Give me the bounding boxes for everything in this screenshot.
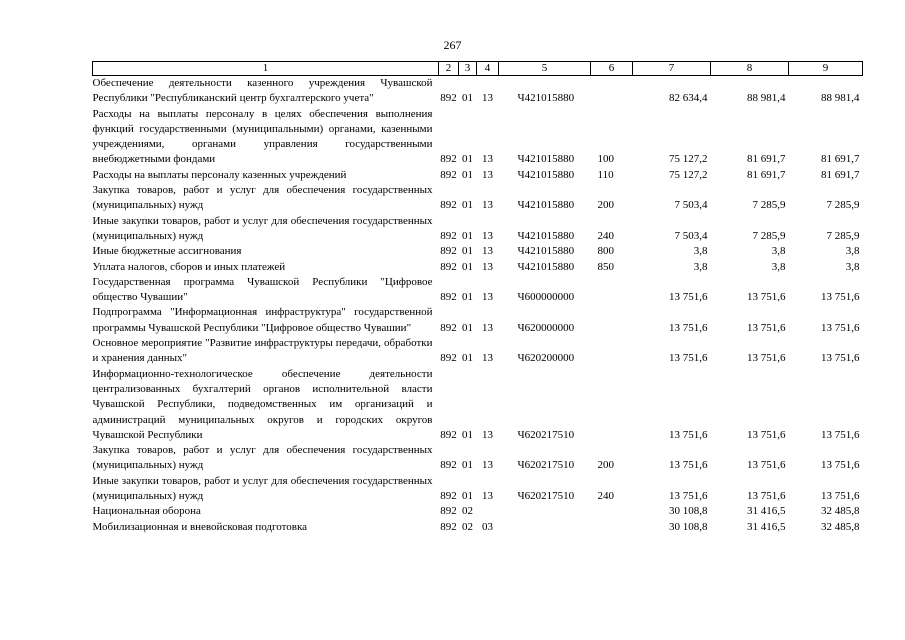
row-section: 01 xyxy=(462,352,473,365)
header-col-7: 7 xyxy=(633,62,711,76)
row-subsection: 03 xyxy=(482,520,493,533)
row-amount-year-1: 82 634,4 xyxy=(669,92,708,105)
row-admin-code: 892 xyxy=(440,321,457,334)
row-amount-year-1: 13 751,6 xyxy=(669,428,708,441)
page-number: 267 xyxy=(443,38,462,52)
row-amount-year-3: 32 485,8 xyxy=(821,520,860,533)
row-target-article: Ч421015880 xyxy=(517,199,575,212)
row-amount-year-3: 7 285,9 xyxy=(826,229,860,242)
row-amount-year-3: 32 485,8 xyxy=(821,505,860,518)
row-expense-type xyxy=(591,520,633,535)
row-expense-type xyxy=(591,275,633,306)
row-admin-code: 892 xyxy=(440,92,457,105)
row-expense-type: 240 xyxy=(597,229,614,242)
header-col-5: 5 xyxy=(499,62,591,76)
row-expense-type: 200 xyxy=(597,199,614,212)
row-description: Информационно-технологическое обеспечение деятельности централизованных бухгалтерий органов исполнительной власти Чувашской Республики, подведомственных им организаций и администраций муниципальных округов и городских округов Чувашской Республики xyxy=(92,367,433,441)
row-amount-year-3: 81 691,7 xyxy=(821,168,860,181)
row-description: Государственная программа Чувашской Республики "Цифровое общество Чувашии" xyxy=(92,275,433,304)
row-section: 01 xyxy=(462,321,473,334)
row-amount-year-1: 7 503,4 xyxy=(674,229,708,242)
row-amount-year-2: 13 751,6 xyxy=(747,459,786,472)
row-section: 01 xyxy=(462,459,473,472)
row-amount-year-2: 31 416,5 xyxy=(747,505,786,518)
row-amount-year-1: 7 503,4 xyxy=(674,199,708,212)
row-target-article: Ч421015880 xyxy=(517,168,575,181)
row-admin-code: 892 xyxy=(440,520,457,533)
table-row xyxy=(93,244,863,259)
row-admin-code: 892 xyxy=(440,199,457,212)
header-col-1: 1 xyxy=(93,62,439,76)
row-subsection: 13 xyxy=(482,291,493,304)
table-row xyxy=(93,504,863,519)
row-amount-year-3: 3,8 xyxy=(845,260,860,273)
row-description: Закупка товаров, работ и услуг для обеспечения государственных (муниципальных) нужд xyxy=(92,444,433,472)
row-section: 01 xyxy=(462,245,473,258)
row-amount-year-2: 31 416,5 xyxy=(747,520,786,533)
row-section: 01 xyxy=(462,229,473,242)
table-row xyxy=(93,214,863,245)
row-amount-year-3: 7 285,9 xyxy=(826,199,860,212)
table-row xyxy=(93,474,863,505)
row-subsection: 13 xyxy=(482,428,493,441)
row-section: 02 xyxy=(462,520,473,533)
header-col-9: 9 xyxy=(789,62,863,76)
row-admin-code: 892 xyxy=(440,229,457,242)
row-amount-year-3: 13 751,6 xyxy=(821,459,860,472)
row-section: 01 xyxy=(462,199,473,212)
row-amount-year-2: 3,8 xyxy=(771,260,786,273)
table-row xyxy=(93,336,863,367)
row-amount-year-2: 7 285,9 xyxy=(752,199,786,212)
row-target-article: Ч421015880 xyxy=(517,229,575,242)
row-subsection: 13 xyxy=(482,245,493,258)
row-amount-year-3: 13 751,6 xyxy=(821,321,860,334)
row-amount-year-3: 88 981,4 xyxy=(821,92,860,105)
row-target-article: Ч620000000 xyxy=(517,321,575,334)
row-admin-code: 892 xyxy=(440,459,457,472)
row-amount-year-2: 7 285,9 xyxy=(752,229,786,242)
header-col-3: 3 xyxy=(459,62,477,76)
row-section: 01 xyxy=(462,428,473,441)
row-amount-year-2: 13 751,6 xyxy=(747,490,786,503)
budget-table xyxy=(92,61,863,535)
row-expense-type: 240 xyxy=(597,490,614,503)
row-amount-year-1: 3,8 xyxy=(693,260,708,273)
row-admin-code: 892 xyxy=(440,245,457,258)
row-subsection: 13 xyxy=(482,352,493,365)
row-amount-year-1: 75 127,2 xyxy=(669,168,708,181)
table-row xyxy=(93,275,863,306)
row-admin-code: 892 xyxy=(440,291,457,304)
row-expense-type xyxy=(591,305,633,336)
row-amount-year-3: 13 751,6 xyxy=(821,428,860,441)
table-row xyxy=(93,107,863,168)
table-row xyxy=(93,183,863,214)
header-col-6: 6 xyxy=(591,62,633,76)
row-amount-year-3: 3,8 xyxy=(845,245,860,258)
row-subsection: 13 xyxy=(482,92,493,105)
row-target-article xyxy=(499,520,591,535)
row-target-article: Ч600000000 xyxy=(517,291,575,304)
row-amount-year-1: 75 127,2 xyxy=(669,153,708,166)
row-subsection xyxy=(477,504,499,519)
row-description: Подпрограмма "Информационная инфраструктура" государственной программы Чувашской Республики "Цифровое общество Чувашии" xyxy=(92,306,433,334)
row-amount-year-1: 30 108,8 xyxy=(669,520,708,533)
row-target-article: Ч421015880 xyxy=(517,245,575,258)
row-expense-type xyxy=(591,76,633,107)
row-amount-year-2: 3,8 xyxy=(771,245,786,258)
row-amount-year-1: 13 751,6 xyxy=(669,490,708,503)
row-admin-code: 892 xyxy=(440,490,457,503)
row-target-article: Ч421015880 xyxy=(517,153,575,166)
row-amount-year-2: 13 751,6 xyxy=(747,352,786,365)
row-amount-year-3: 81 691,7 xyxy=(821,153,860,166)
row-amount-year-2: 88 981,4 xyxy=(747,92,786,105)
row-expense-type: 100 xyxy=(597,153,614,166)
row-target-article: Ч620200000 xyxy=(517,352,575,365)
row-section: 01 xyxy=(462,168,473,181)
row-subsection: 13 xyxy=(482,168,493,181)
row-section: 01 xyxy=(462,92,473,105)
row-expense-type xyxy=(591,504,633,519)
row-target-article xyxy=(499,504,591,519)
row-description: Обеспечение деятельности казенного учреждения Чувашской Республики "Республиканский центр бухгалтерского учета" xyxy=(92,77,433,105)
row-section: 01 xyxy=(462,153,473,166)
row-subsection: 13 xyxy=(482,459,493,472)
row-amount-year-2: 13 751,6 xyxy=(747,321,786,334)
row-amount-year-1: 13 751,6 xyxy=(669,459,708,472)
row-target-article: Ч620217510 xyxy=(517,459,575,472)
table-row xyxy=(93,520,863,535)
row-amount-year-3: 13 751,6 xyxy=(821,490,860,503)
row-amount-year-1: 3,8 xyxy=(693,245,708,258)
row-target-article: Ч421015880 xyxy=(517,260,575,273)
row-expense-type: 850 xyxy=(597,260,614,273)
row-amount-year-1: 30 108,8 xyxy=(669,505,708,518)
row-description: Расходы на выплаты персоналу в целях обеспечения выполнения функций государственными (муниципальными) органами, казенными учреждениями, органами управления государственными внебюджетными фондами xyxy=(92,107,433,166)
row-description: Иные закупки товаров, работ и услуг для обеспечения государственных (муниципальных) нужд xyxy=(92,474,433,503)
row-amount-year-2: 13 751,6 xyxy=(747,428,786,441)
table-row xyxy=(93,76,863,107)
row-target-article: Ч620217510 xyxy=(517,428,575,441)
row-admin-code: 892 xyxy=(440,168,457,181)
row-subsection: 13 xyxy=(482,199,493,212)
row-admin-code: 892 xyxy=(440,505,457,518)
row-subsection: 13 xyxy=(482,153,493,166)
row-subsection: 13 xyxy=(482,260,493,273)
table-row xyxy=(93,443,863,474)
row-description: Мобилизационная и вневойсковая подготовка xyxy=(92,520,308,533)
row-admin-code: 892 xyxy=(440,260,457,273)
row-amount-year-2: 13 751,6 xyxy=(747,291,786,304)
row-amount-year-1: 13 751,6 xyxy=(669,321,708,334)
row-amount-year-3: 13 751,6 xyxy=(821,291,860,304)
row-section: 01 xyxy=(462,490,473,503)
row-section: 02 xyxy=(462,505,473,518)
row-amount-year-3: 13 751,6 xyxy=(821,352,860,365)
row-description: Уплата налогов, сборов и иных платежей xyxy=(92,260,286,273)
row-admin-code: 892 xyxy=(440,352,457,365)
table-row xyxy=(93,168,863,183)
row-amount-year-2: 81 691,7 xyxy=(747,153,786,166)
row-description: Иные закупки товаров, работ и услуг для обеспечения государственных (муниципальных) нужд xyxy=(92,214,433,242)
row-amount-year-1: 13 751,6 xyxy=(669,291,708,304)
row-section: 01 xyxy=(462,260,473,273)
row-description: Закупка товаров, работ и услуг для обеспечения государственных (муниципальных) нужд xyxy=(92,184,433,212)
row-subsection: 13 xyxy=(482,490,493,503)
row-expense-type: 110 xyxy=(597,168,614,181)
table-row xyxy=(93,367,863,443)
header-col-8: 8 xyxy=(711,62,789,76)
row-expense-type: 800 xyxy=(597,245,614,258)
row-description: Основное мероприятие "Развитие инфраструктуры передачи, обработки и хранения данных" xyxy=(92,337,433,365)
header-col-4: 4 xyxy=(477,62,499,76)
row-target-article: Ч421015880 xyxy=(517,92,575,105)
row-target-article: Ч620217510 xyxy=(517,490,575,503)
row-description: Иные бюджетные ассигнования xyxy=(92,245,242,258)
row-expense-type: 200 xyxy=(597,459,614,472)
header-col-2: 2 xyxy=(439,62,459,76)
row-expense-type xyxy=(591,336,633,367)
row-admin-code: 892 xyxy=(440,153,457,166)
row-description: Расходы на выплаты персоналу казенных учреждений xyxy=(92,168,347,181)
header-row xyxy=(93,62,863,76)
row-expense-type xyxy=(591,367,633,443)
row-amount-year-2: 81 691,7 xyxy=(747,168,786,181)
row-amount-year-1: 13 751,6 xyxy=(669,352,708,365)
row-subsection: 13 xyxy=(482,321,493,334)
table-row xyxy=(93,260,863,275)
table-row xyxy=(93,305,863,336)
row-description: Национальная оборона xyxy=(92,505,201,518)
row-admin-code: 892 xyxy=(440,428,457,441)
row-subsection: 13 xyxy=(482,229,493,242)
row-section: 01 xyxy=(462,291,473,304)
